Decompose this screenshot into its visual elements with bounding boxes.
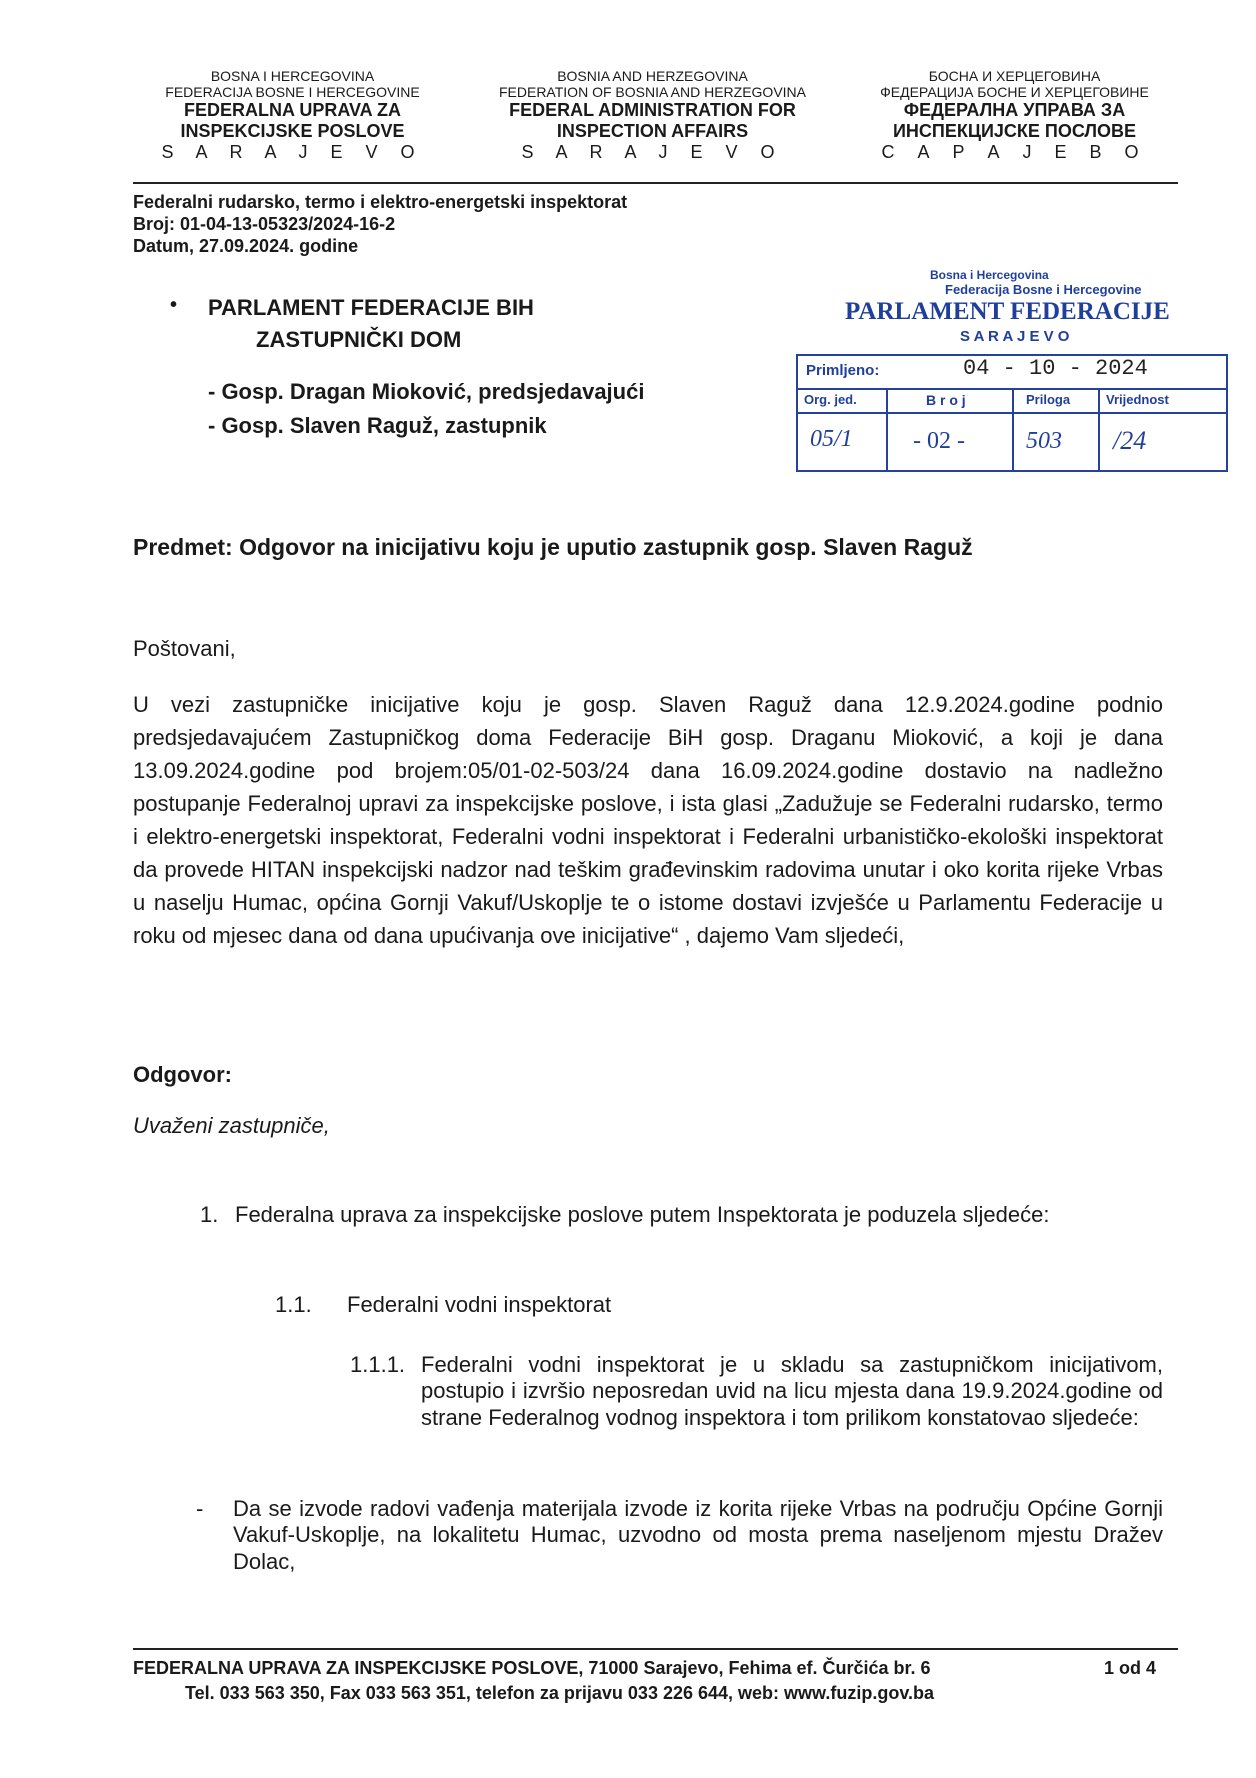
- document-date: Datum, 27.09.2024. godine: [133, 235, 359, 256]
- city-name: С А Р А Ј Е В О: [881, 141, 1148, 162]
- stamp-country: Bosna i Hercegovina: [930, 268, 1049, 282]
- list-item-1-1-1: Federalni vodni inspektorat je u skladu sa zastupničkom inicijativom, postupio i izvršio neposredan uvid na licu mjesta dana 19.9.2024.godine od strane Federalnog vodnog inspektora i tom prilikom konstatovao sljedeće:: [421, 1352, 1163, 1430]
- reception-stamp: [790, 268, 1230, 478]
- document-number: Broj: 01-04-13-05323/2024-16-2: [133, 213, 396, 234]
- country-name: BOSNA I HERCEGOVINA: [210, 68, 375, 84]
- list-item-1-1: Federalni vodni inspektorat: [347, 1292, 612, 1317]
- recipient-bullet: •: [170, 294, 178, 316]
- administration-name: FEDERALNA UPRAVA ZA: [184, 100, 401, 121]
- stamp-col-broj: B r o j: [926, 392, 966, 408]
- stamp-received-label: Primljeno:: [806, 362, 880, 379]
- subject-line: Predmet: Odgovor na inicijativu koju je uputio zastupnik gosp. Slaven Raguž: [133, 534, 973, 560]
- stamp-box: [796, 354, 1228, 472]
- administration-name-2: INSPEKCIJSKE POSLOVE: [180, 120, 405, 141]
- letterhead-cyrillic: [852, 68, 1177, 162]
- footer-address: FEDERALNA UPRAVA ZA INSPEKCIJSKE POSLOVE, 71000 Sarajevo, Fehima ef. Čurčića br. 6: [133, 1658, 931, 1678]
- stamp-col-vrijednost: Vrijednost: [1106, 392, 1169, 407]
- administration-name: FEDERAL ADMINISTRATION FOR: [509, 100, 796, 121]
- list-dash: -: [196, 1496, 204, 1521]
- stamp-city: S A R A J E V O: [960, 328, 1070, 345]
- list-item-1: Federalna uprava za inspekcijske poslove putem Inspektorata je poduzela sljedeće:: [235, 1202, 1050, 1227]
- country-name: БОСНА И ХЕРЦЕГОВИНА: [928, 68, 1101, 84]
- administration-name-2: INSPECTION AFFAIRS: [556, 120, 749, 141]
- administration-name-2: ИНСПЕКЦИЈСКЕ ПОСЛОВЕ: [892, 120, 1137, 141]
- greeting: Poštovani,: [133, 636, 236, 661]
- list-number-1-1: 1.1.: [275, 1292, 312, 1317]
- stamp-val-broj: - 02 -: [913, 428, 965, 454]
- stamp-federation: Federacija Bosne i Hercegovine: [945, 282, 1142, 297]
- letterhead-english: [465, 68, 840, 162]
- stamp-val-priloga: 503: [1026, 428, 1062, 454]
- administration-name: ФЕДЕРАЛНА УПРАВА ЗА: [903, 100, 1126, 121]
- recipient-persons: [208, 375, 644, 443]
- salutation: Uvaženi zastupniče,: [133, 1113, 330, 1138]
- list-number-1: 1.: [200, 1202, 219, 1227]
- list-dash-item: Da se izvode radovi vađenja materijala izvode iz korita rijeke Vrbas na području Općine Gornji Vakuf-Uskoplje, na lokalitetu Humac, uzvodno od mosta prema naseljenom mjestu Dražev Dolac,: [233, 1496, 1163, 1574]
- stamp-received-date: 04 - 10 - 2024: [963, 356, 1148, 381]
- city-name: S A R A J E V O: [161, 141, 424, 162]
- footer-contacts: Tel. 033 563 350, Fax 033 563 351, telefon za prijavu 033 226 644, web: www.fuzip.gov.ba: [185, 1683, 935, 1704]
- federation-name: FEDERACIJA BOSNE I HERCEGOVINE: [165, 84, 420, 101]
- city-name: S A R A J E V O: [521, 141, 784, 162]
- recipient-person-chair: - Gosp. Dragan Mioković, predsjedavajući: [208, 379, 645, 404]
- page-number: 1 od 4: [1103, 1658, 1156, 1678]
- list-number-1-1-1: 1.1.1.: [350, 1352, 406, 1377]
- recipient-institution: PARLAMENT FEDERACIJE BIH: [208, 295, 534, 320]
- footer-divider: [133, 1648, 1178, 1650]
- stamp-val-vrijednost: /24: [1113, 426, 1147, 455]
- recipient-block: [208, 292, 534, 356]
- letterhead-bosnian: [140, 68, 445, 162]
- stamp-col-org: Org. jed.: [804, 392, 857, 407]
- recipient-chamber: ZASTUPNIČKI DOM: [256, 326, 462, 352]
- document-meta: [133, 192, 627, 258]
- federation-name: FEDERATION OF BOSNIA AND HERZEGOVINA: [498, 84, 806, 101]
- stamp-col-priloga: Priloga: [1026, 392, 1071, 407]
- inspectorate-name: Federalni rudarsko, termo i elektro-energetski inspektorat: [133, 192, 628, 212]
- federation-name: ФЕДЕРАЦИЈА БОСНЕ И ХЕРЦЕГОВИНЕ: [880, 84, 1149, 101]
- header-divider: [133, 182, 1178, 184]
- footer: [133, 1656, 1178, 1706]
- recipient-person-representative: - Gosp. Slaven Raguž, zastupnik: [208, 413, 547, 439]
- stamp-val-org: 05/1: [810, 426, 853, 452]
- stamp-parliament: PARLAMENT FEDERACIJE: [845, 298, 1170, 325]
- answer-heading: Odgovor:: [133, 1062, 232, 1087]
- country-name: BOSNIA AND HERZEGOVINA: [557, 68, 748, 84]
- intro-paragraph: U vezi zastupničke inicijative koju je gosp. Slaven Raguž dana 12.9.2024.godine podnio predsjedavajućem Zastupničkog doma Federacije BiH gosp. Draganu Mioković, a koji je dana 13.09.2024.godine pod brojem:05/01-02-503/24 dana 16.09.2024.godine dostavio na nadležno postupanje Federalnoj upravi za inspekcijske poslove, i ista glasi „Zadužuje se Federalni rudarsko, termo i elektro-energetski inspektorat, Federalni vodni inspektorat i Federalni urbanističko-ekološki inspektorat da provede HITAN inspekcijski nadzor nad teškim građevinskim radovima unutar i oko korita rijeke Vrbas u naselju Humac, općina Gornji Vakuf/Uskoplje te o istome dostavi izvješće u Parlamentu Federacije u roku od mjesec dana od dana upućivanja ove inicijative“ , dajemo Vam sljedeći,: [133, 692, 1163, 948]
